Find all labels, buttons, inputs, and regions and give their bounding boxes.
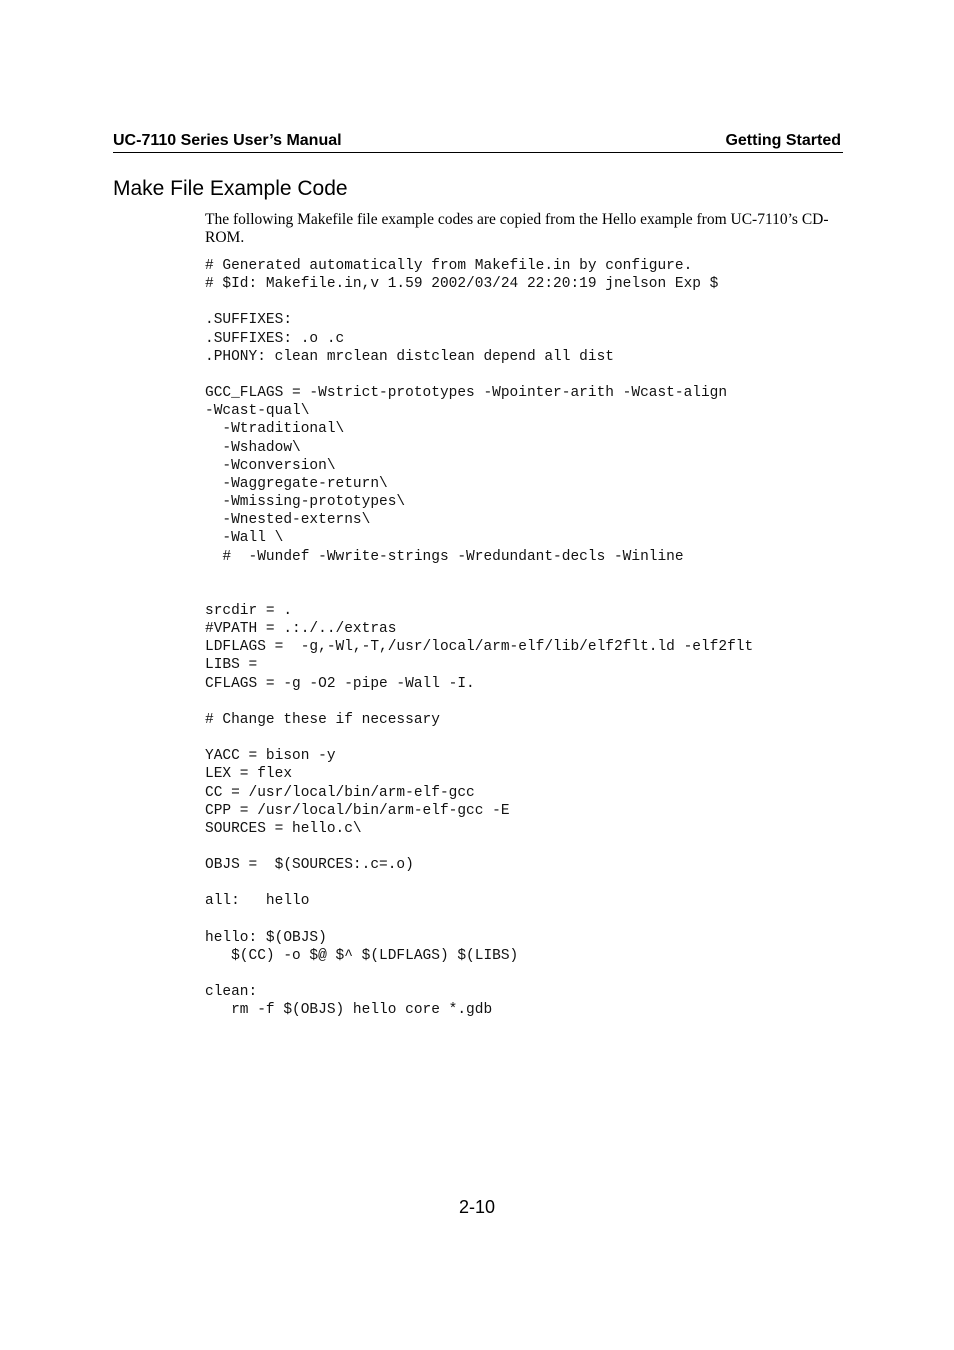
section-title: Make File Example Code bbox=[113, 177, 348, 200]
chapter-title: Getting Started bbox=[725, 132, 841, 149]
manual-title: UC-7110 Series User’s Manual bbox=[113, 132, 342, 149]
page-header bbox=[113, 130, 843, 153]
makefile-code-block: # Generated automatically from Makefile.in by configure. # $Id: Makefile.in,v 1.59 2002/03/24 22:20:19 jnelson Exp $ .SUFFIXES: .SUFFIXES: .o .c .PHONY: clean mrclean distclean depend all dist GCC_FLAGS = -Wstrict-prototypes -Wpointer-arith -Wcast-align -Wcast-qual\ -Wtraditional\ -Wshadow\ -Wconversion\ -Waggregate-return\ -Wmissing-prototypes\ -Wnested-externs\ -Wall \ # -Wundef -Wwrite-strings -Wredundant-decls -Winline srcdir = . #VPATH = .:./../extras LDFLAGS = -g,-Wl,-T,/usr/local/arm-elf/lib/elf2flt.ld -elf2flt LIBS = CFLAGS = -g -O2 -pipe -Wall -I. # Change these if necessary YACC = bison -y LEX = flex CC = /usr/local/bin/arm-elf-gcc CPP = /usr/local/bin/arm-elf-gcc -E SOURCES = hello.c\ OBJS = $(SOURCES:.c=.o) all: hello hello: $(OBJS) $(CC) -o $@ $^ $(LDFLAGS) $(LIBS) clean: rm -f $(OBJS) hello core *.gdb bbox=[205, 258, 754, 1019]
page-number: 2-10 bbox=[458, 1197, 496, 1217]
intro-paragraph: The following Makefile file example codes are copied from the Hello example from UC-7110’s CD-ROM. bbox=[205, 211, 829, 246]
